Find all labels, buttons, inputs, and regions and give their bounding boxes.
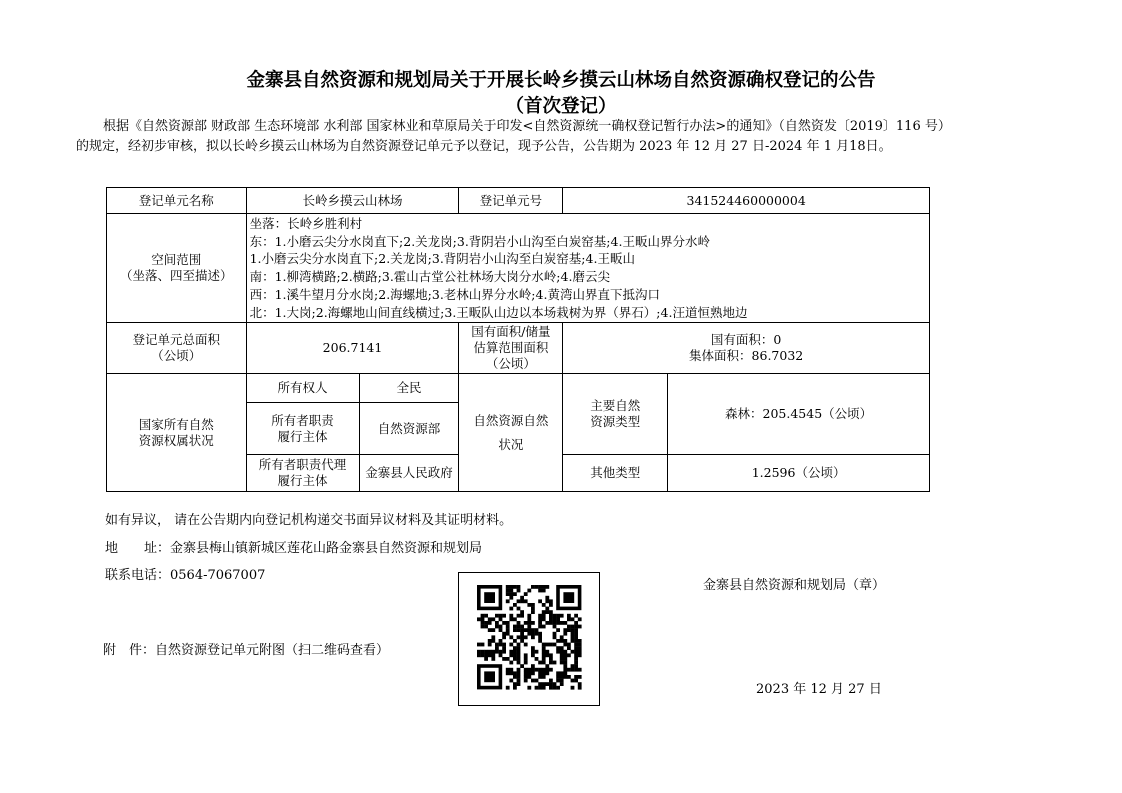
spatial-range-label-line2: （坐落、四至描述） xyxy=(120,268,233,284)
agent-holder-label-line1: 所有者职责代理 xyxy=(258,457,347,473)
announcement-title: 金寨县自然资源和规划局关于开展长岭乡摸云山林场自然资源确权登记的公告 xyxy=(246,70,876,91)
intro-paragraph: 根据《自然资源部 财政部 生态环境部 水利部 国家林业和草原局关于印发<自然资源统一确权登记暂行办法>的通知》（自然资发〔2019〕116 号）的规定，经初步审核，拟以长岭乡摸云山林场为自然资源登记单元予以登记，现予公告，公告期为 2023 年 12 月 27 日-2024 年 1 月18日。 xyxy=(76,119,951,154)
agent-holder-label-line2: 履行主体 xyxy=(277,473,328,489)
spatial-line-east-2: 1.小磨云尖分水岗直下;2.关龙岗;3.背阴岩小山沟至白炭窑基;4.王畈山 xyxy=(249,251,635,267)
spatial-line-west: 西：1.溪牛望月分水岗;2.海螺地;3.老林山界分水岭;4.黄湾山界直下抵沟口 xyxy=(249,286,660,302)
duty-holder-label xyxy=(246,403,359,455)
duty-holder-label-line1: 所有者职责 xyxy=(271,412,334,428)
state-area-label-line2: 估算范围面积 xyxy=(473,340,549,356)
main-type-label xyxy=(563,374,668,455)
state-area-amount: 国有面积：0 xyxy=(710,332,782,348)
main-type-value: 森林：205.4545（公顷） xyxy=(668,374,930,455)
natural-status-label xyxy=(459,374,563,492)
issue-date: 2023 年 12 月 27 日 xyxy=(756,682,882,697)
spatial-line-east: 东：1.小磨云尖分水岗直下;2.关龙岗;3.背阴岩小山沟至白炭窑基;4.王畈山界分水岭 xyxy=(249,233,710,249)
spatial-line-south: 南：1.柳湾横路;2.横路;3.霍山古堂公社林场大岗分水岭;4.磨云尖 xyxy=(249,269,610,285)
qr-code xyxy=(458,572,600,706)
owner-label: 所有权人 xyxy=(246,374,359,403)
spatial-range-value xyxy=(246,214,929,323)
objection-note: 如有异议， 请在公告期内向登记机构递交书面异议材料及其证明材料。 xyxy=(105,513,513,528)
issuer-seal-line: 金寨县自然资源和规划局（章） xyxy=(703,578,886,593)
ownership-status-label-line1: 国家所有自然 xyxy=(138,416,214,432)
attachment-line: 附 件：自然资源登记单元附图（扫二维码查看） xyxy=(103,643,390,658)
total-area-label xyxy=(107,323,247,374)
spatial-range-label-line1: 空间范围 xyxy=(151,252,202,268)
ownership-status-label xyxy=(107,374,247,492)
owner-value: 全民 xyxy=(359,374,459,403)
main-type-label-line2: 资源类型 xyxy=(590,414,641,430)
main-type-label-line1: 主要自然 xyxy=(590,398,641,414)
spatial-range-label xyxy=(107,214,247,323)
total-area-label-line2: （公顷） xyxy=(151,348,202,364)
ownership-status-label-line2: 资源权属状况 xyxy=(138,432,214,448)
state-area-label-line3: （公顷） xyxy=(485,356,536,372)
spatial-line-location: 坐落：长岭乡胜利村 xyxy=(249,216,363,231)
other-type-label: 其他类型 xyxy=(563,455,668,492)
natural-status-label-line2: 状况 xyxy=(498,436,524,452)
state-area-label-line1: 国有面积/储量 xyxy=(471,324,551,340)
duty-holder-label-line2: 履行主体 xyxy=(277,428,328,444)
state-area-label xyxy=(459,323,563,374)
duty-holder-value: 自然资源部 xyxy=(359,403,459,455)
spatial-line-north: 北：1.大岗;2.海螺地山间直线横过;3.王畈队山边以本场栽树为界（界石）;4.汪道恒熟地边 xyxy=(249,304,748,320)
unit-no-value: 341524460000004 xyxy=(563,188,930,214)
state-area-value xyxy=(563,323,930,374)
unit-name-value: 长岭乡摸云山林场 xyxy=(246,188,459,214)
other-type-value: 1.2596（公顷） xyxy=(668,455,930,492)
natural-status-label-line1: 自然资源自然 xyxy=(473,412,549,428)
phone-line: 联系电话：0564-7067007 xyxy=(105,568,266,583)
unit-name-label: 登记单元名称 xyxy=(107,188,247,214)
unit-no-label: 登记单元号 xyxy=(459,188,563,214)
agent-holder-value: 金寨县人民政府 xyxy=(359,455,459,492)
total-area-label-line1: 登记单元总面积 xyxy=(132,332,221,348)
registration-table xyxy=(106,187,930,492)
collective-area-amount: 集体面积：86.7032 xyxy=(689,348,804,364)
address-line: 地 址：金寨县梅山镇新城区莲花山路金寨县自然资源和规划局 xyxy=(105,541,483,556)
agent-holder-label xyxy=(246,455,359,492)
total-area-value: 206.7141 xyxy=(246,323,459,374)
qr-code-image xyxy=(459,573,599,705)
announcement-subtitle: （首次登记） xyxy=(505,96,617,117)
